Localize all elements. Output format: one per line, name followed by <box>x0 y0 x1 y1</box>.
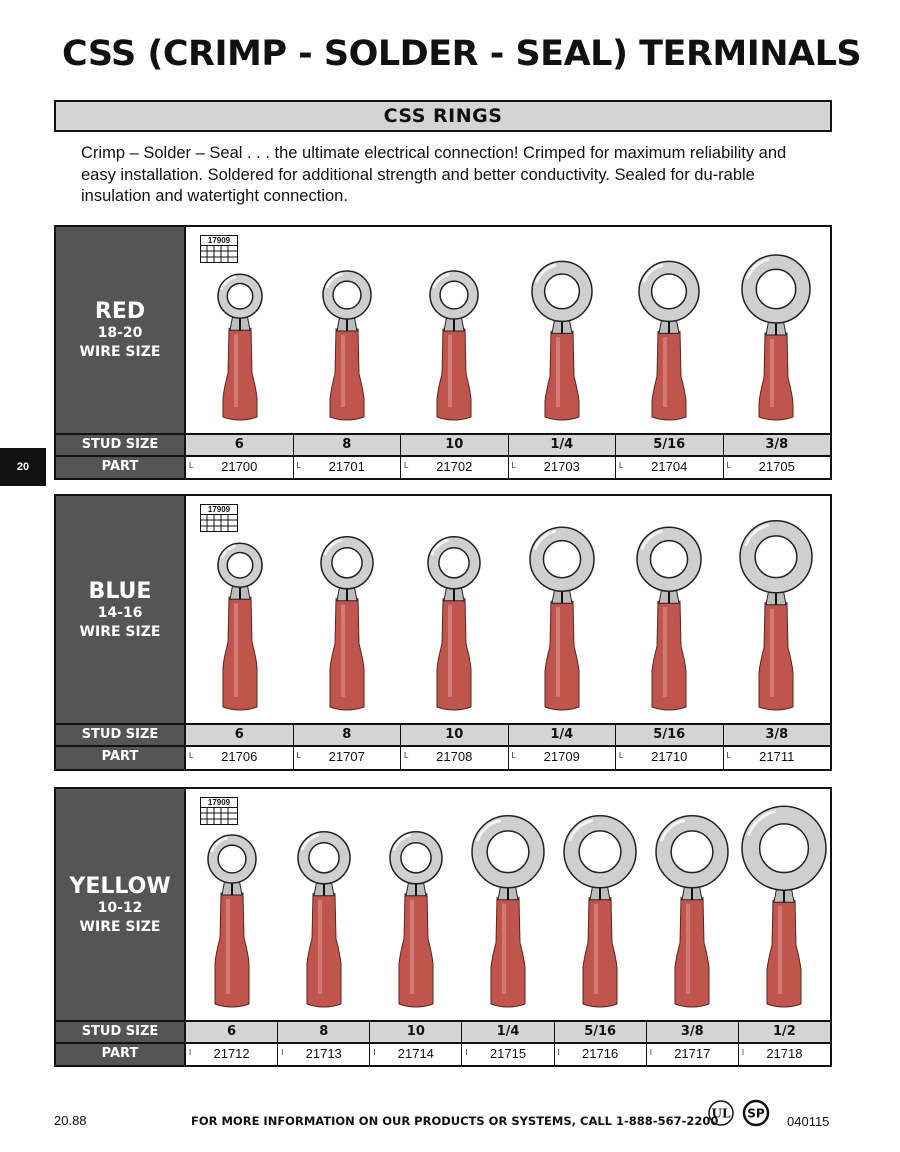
product-block-red <box>54 225 832 480</box>
contact-info: FOR MORE INFORMATION ON OUR PRODUCTS OR SYSTEMS, CALL 1-888-567-2200 <box>191 1114 719 1128</box>
ring-terminal-image <box>635 506 703 717</box>
part-number-cell <box>278 1044 370 1065</box>
part-number: 21705 <box>758 459 795 474</box>
ring-terminal-image <box>740 237 812 427</box>
part-tag: I <box>649 1048 652 1057</box>
ring-terminal-image <box>319 506 375 717</box>
part-tag: L <box>404 751 409 760</box>
part-number-cell <box>616 457 724 478</box>
wire-size-text: WIRE SIZE <box>79 344 161 360</box>
ring-terminal-image <box>428 237 480 427</box>
part-number: 21715 <box>489 1046 527 1061</box>
part-number-cell <box>724 747 831 769</box>
page-tab: 20 <box>0 448 46 486</box>
terminal-images <box>186 227 830 433</box>
ul-certification-icon <box>706 1098 736 1128</box>
terminal-images <box>186 496 830 723</box>
part-number: 21702 <box>436 459 473 474</box>
part-number-cell <box>186 747 294 769</box>
part-number: 21718 <box>766 1046 803 1061</box>
part-tag: I <box>741 1048 745 1057</box>
stud-size-cell: 1/4 <box>462 1022 554 1042</box>
part-number: 21714 <box>397 1046 434 1061</box>
box-number: 17909 <box>200 504 238 515</box>
ring-terminal-image <box>296 799 352 1014</box>
ring-terminal-image <box>426 506 482 717</box>
ring-terminal-image <box>738 506 814 717</box>
part-number: 21709 <box>543 749 580 764</box>
stud-size-cell: 1/2 <box>739 1022 830 1042</box>
part-number-cell <box>724 457 831 478</box>
ring-terminal-image <box>654 799 730 1014</box>
part-tag: I <box>557 1048 560 1057</box>
part-tag: L <box>726 751 731 760</box>
part-number: 21713 <box>305 1046 342 1061</box>
wire-size-text: WIRE SIZE <box>79 918 161 935</box>
stud-size-header: STUD SIZE <box>56 1022 186 1042</box>
ring-terminal-image <box>215 237 265 427</box>
page-number: 20.88 <box>54 1113 87 1128</box>
part-number: 21700 <box>221 459 258 474</box>
stud-size-cell: 5/16 <box>616 435 724 455</box>
part-number-cell <box>294 457 402 478</box>
product-block-yellow <box>54 787 832 1067</box>
part-number-cell <box>509 457 617 478</box>
product-block-blue <box>54 494 832 771</box>
part-tag: L <box>619 461 624 470</box>
part-number-cell <box>401 457 509 478</box>
part-number-cell <box>462 1044 554 1065</box>
stud-size-header: STUD SIZE <box>56 435 186 455</box>
part-number-cell <box>616 747 724 769</box>
part-tag: L <box>189 751 194 760</box>
page-title: CSS (CRIMP - SOLDER - SEAL) TERMINALS <box>62 34 862 74</box>
part-tag: I <box>373 1048 376 1057</box>
part-number-cell <box>186 457 294 478</box>
part-number-cell <box>401 747 509 769</box>
stud-size-cell: 5/16 <box>616 725 724 745</box>
stud-size-cell: 8 <box>278 1022 370 1042</box>
part-number-cell <box>370 1044 462 1065</box>
part-number: 21708 <box>436 749 473 764</box>
part-header: PART <box>56 1044 186 1065</box>
part-number-cell <box>509 747 617 769</box>
part-tag: I <box>189 1048 192 1057</box>
part-number-cell <box>294 747 402 769</box>
ring-terminal-image <box>388 799 444 1014</box>
stud-size-cell: 1/4 <box>509 435 617 455</box>
stud-size-row <box>56 723 830 745</box>
part-number: 21717 <box>674 1046 711 1061</box>
color-name: RED <box>94 299 146 324</box>
stud-size-cell: 10 <box>401 725 509 745</box>
part-number: 21710 <box>651 749 688 764</box>
color-name: BLUE <box>88 578 152 604</box>
part-number: 21701 <box>328 459 365 474</box>
part-header: PART <box>56 457 186 478</box>
part-tag: L <box>296 461 301 470</box>
part-tag: L <box>619 751 624 760</box>
ul-mark: UL <box>711 1106 731 1121</box>
gauge-range: 18-20 <box>97 325 143 341</box>
stud-size-cell: 1/4 <box>509 725 617 745</box>
part-number: 21711 <box>759 749 795 764</box>
stud-size-row <box>56 433 830 455</box>
intro-paragraph: Crimp – Solder – Seal . . . the ultimate electrical connection! Crimped for maximum reliability and easy installation. Soldered for additional strength and better conductivity. Sealed for du-rable insulation and watertight connection. <box>81 144 787 205</box>
part-number: 21707 <box>328 749 365 764</box>
stud-size-cell: 8 <box>294 725 402 745</box>
ring-terminal-image <box>528 506 596 717</box>
stud-size-cell: 6 <box>186 435 294 455</box>
part-tag: L <box>404 461 409 470</box>
ring-terminal-image <box>530 237 594 427</box>
part-tag: L <box>726 461 731 470</box>
part-number: 21716 <box>582 1046 619 1061</box>
terminal-images <box>186 789 830 1020</box>
box-number: 17909 <box>200 797 238 808</box>
wire-size-label <box>56 789 186 1022</box>
part-row <box>56 455 830 478</box>
ring-terminal-image <box>740 799 828 1014</box>
part-tag: L <box>511 751 516 760</box>
part-number: 21706 <box>221 749 258 764</box>
document-code: 040115 <box>787 1114 830 1129</box>
section-heading: CSS RINGS <box>54 100 832 132</box>
part-tag: I <box>281 1048 284 1057</box>
color-name: YELLOW <box>69 873 171 899</box>
stud-size-cell: 3/8 <box>647 1022 739 1042</box>
stud-size-cell: 10 <box>370 1022 462 1042</box>
part-tag: L <box>189 461 194 470</box>
part-number-cell <box>647 1044 739 1065</box>
wire-size-text: WIRE SIZE <box>79 623 161 640</box>
stud-size-cell: 6 <box>186 725 294 745</box>
stud-size-cell: 3/8 <box>724 435 831 455</box>
part-number-cell <box>555 1044 647 1065</box>
box-number: 17909 <box>200 235 238 246</box>
part-number: 21704 <box>651 459 688 474</box>
part-tag: L <box>511 461 516 470</box>
stud-size-cell: 8 <box>294 435 402 455</box>
stud-size-header: STUD SIZE <box>56 725 186 745</box>
part-tag: I <box>465 1048 468 1057</box>
ring-terminal-image <box>562 799 638 1014</box>
ring-terminal-image <box>321 237 373 427</box>
ring-terminal-image <box>215 506 265 717</box>
part-tag: L <box>296 751 301 760</box>
csa-mark: SP <box>747 1106 765 1121</box>
ring-terminal-image <box>637 237 701 427</box>
gauge-range: 14-16 <box>97 604 143 621</box>
stud-size-cell: 5/16 <box>555 1022 647 1042</box>
wire-size-label <box>56 227 186 435</box>
stud-size-cell: 10 <box>401 435 509 455</box>
stud-size-row <box>56 1020 830 1042</box>
ring-terminal-image <box>206 799 258 1014</box>
part-number-cell <box>739 1044 830 1065</box>
part-row <box>56 745 830 769</box>
part-number-cell <box>186 1044 278 1065</box>
part-number: 21703 <box>543 459 580 474</box>
part-row <box>56 1042 830 1065</box>
stud-size-cell: 3/8 <box>724 725 831 745</box>
part-header: PART <box>56 747 186 769</box>
gauge-range: 10-12 <box>97 899 143 916</box>
stud-size-cell: 6 <box>186 1022 278 1042</box>
csa-certification-icon <box>741 1098 771 1128</box>
wire-size-label <box>56 496 186 725</box>
part-number: 21712 <box>213 1046 250 1061</box>
ring-terminal-image <box>470 799 546 1014</box>
